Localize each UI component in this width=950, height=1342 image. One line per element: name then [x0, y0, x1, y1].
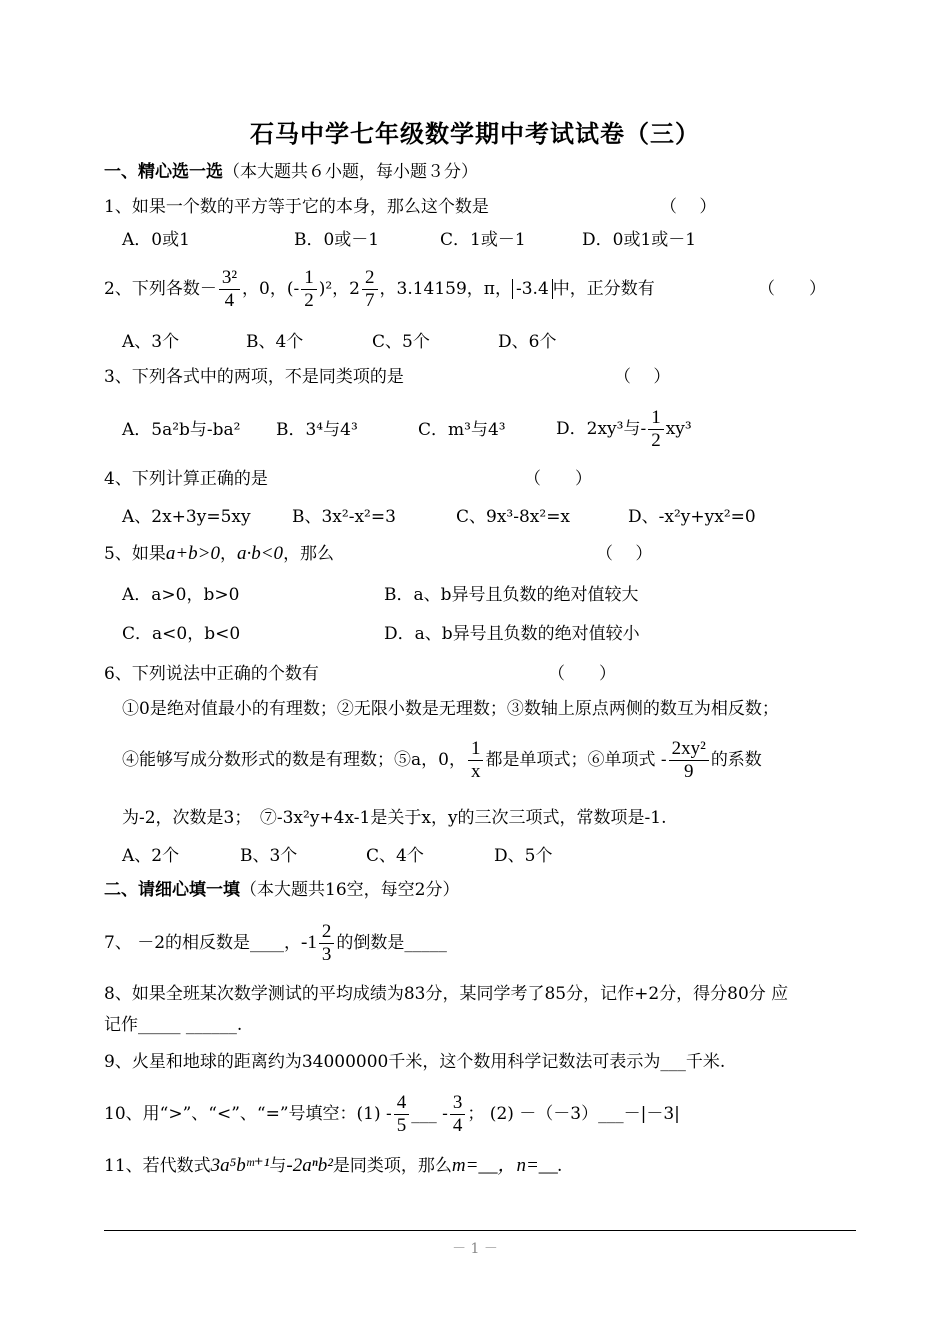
- q5-condition-1: a+b>0: [165, 543, 220, 564]
- q2-paren: （ ）: [758, 279, 826, 299]
- q2-text-1: ，0，(-: [242, 279, 300, 299]
- q2-fraction-2: [301, 267, 317, 312]
- q5-stem: 5、如果a+b>0，a·b<0，那么: [104, 543, 335, 564]
- section-1-note: （本大题共６小题，每小题３分）: [223, 162, 478, 182]
- q7-fraction: [319, 921, 335, 966]
- q8-line-2: 记作_____ ______.: [104, 1015, 243, 1035]
- q6-option-c: C、4个: [366, 846, 424, 866]
- q5-option-d: D．a、b异号且负数的绝对值较小: [384, 624, 640, 644]
- q4-option-d: D、-x²y+yx²=0: [628, 507, 756, 527]
- q3-option-b: B．3⁴与4³: [276, 420, 358, 440]
- section-2-head: 二、请细心填一填: [104, 880, 240, 900]
- q5-option-b: B．a、b异号且负数的绝对值较大: [384, 585, 639, 605]
- q3-d-pre: D．2xy³与-: [556, 419, 647, 439]
- q10-post: ； (2) －（－3）___－|－3|: [467, 1104, 680, 1124]
- q7-f-num: 2: [319, 921, 335, 944]
- q2-fraction-1: [219, 267, 240, 312]
- q11-post: 是同类项，那么: [332, 1156, 452, 1176]
- q10-f2-num: 3: [450, 1092, 466, 1115]
- q6-statement-line-2: [122, 735, 762, 785]
- q7-pre: 7、 －2的相反数是____，: [104, 933, 302, 953]
- q2-f2-num: 1: [301, 267, 317, 290]
- q5-option-a: A．a>0，b>0: [122, 585, 240, 605]
- q6-g-den: 9: [683, 761, 694, 782]
- section-1-head: 一、精心选一选: [104, 162, 223, 182]
- q6-g-num: 2xy²: [669, 738, 709, 761]
- q2-f1-num: 3²: [219, 267, 240, 290]
- q2-f3-num: 2: [362, 267, 378, 290]
- q2-f2-den: 2: [304, 290, 314, 311]
- q7: [104, 918, 447, 968]
- section-2-heading: [104, 878, 459, 902]
- q10: [104, 1089, 680, 1139]
- q1-stem: 1、如果一个数的平方等于它的本身，那么这个数是: [104, 197, 489, 217]
- q6-statement-line-1: ①0是绝对值最小的有理数；②无限小数是无理数；③数轴上原点两侧的数互为相反数；: [122, 699, 779, 719]
- q6-statement-line-3: 为-2，次数是3； ⑦-3x²y+4x-1是关于x，y的三次三项式，常数项是-1.: [122, 808, 667, 828]
- q6-f-den: x: [470, 761, 481, 782]
- q2-text-2: )²，2: [318, 279, 360, 299]
- q10-mid: ___ -: [411, 1104, 448, 1124]
- q10-f1-den: 5: [396, 1115, 407, 1136]
- page-number: － 1 －: [452, 1241, 498, 1257]
- q7-post: 的倒数是_____: [336, 933, 447, 953]
- q3-d-post: xy³: [665, 419, 692, 439]
- q2-f1-den: 4: [224, 290, 235, 311]
- q6-stem: 6、下列说法中正确的个数有: [104, 664, 319, 684]
- q2-text-4: 中，正分数有: [552, 279, 655, 299]
- q11-expression-1: 3a⁵bᵐ⁺¹: [210, 1155, 270, 1176]
- q6-option-d: D、5个: [494, 846, 553, 866]
- section-2-note: （本大题共16空，每空2分）: [240, 880, 460, 900]
- q4-option-b: B、3x²-x²=3: [292, 507, 396, 527]
- q6-paren: （ ）: [548, 664, 616, 684]
- q3-stem: 3、下列各式中的两项，不是同类项的是: [104, 367, 404, 387]
- q2-option-b: B、4个: [246, 332, 304, 352]
- q2-stem: [104, 264, 655, 314]
- q2-option-a: A、3个: [122, 332, 180, 352]
- q11: [104, 1154, 563, 1178]
- footer-divider: [104, 1230, 856, 1231]
- q2-fraction-3: [362, 267, 378, 312]
- q1-option-c: C．1或－1: [440, 230, 526, 250]
- q6-fraction-1-over-x: [468, 738, 484, 783]
- q3-paren: （ ）: [614, 367, 671, 387]
- q9: 9、火星和地球的距离约为34000000千米，这个数用科学记数法可表示为___千米.: [104, 1052, 726, 1072]
- q5-option-c: C．a<0，b<0: [122, 624, 241, 644]
- q6-l2-b: 都是单项式；⑥单项式 -: [485, 750, 667, 770]
- q3-d-num: 1: [648, 407, 664, 430]
- q2-pre: 2、下列各数－: [104, 279, 217, 299]
- q6-l2-c: 的系数: [710, 750, 762, 770]
- q11-expression-2: -2aⁿb²: [286, 1155, 333, 1176]
- q6-l2-a: ④能够写成分数形式的数是有理数；⑤a，0，: [122, 750, 466, 770]
- q4-stem: 4、下列计算正确的是: [104, 469, 268, 489]
- q1-option-a: A．0或1: [122, 230, 190, 250]
- q10-fraction-2: [450, 1092, 466, 1137]
- q6-fraction-monomial: [669, 738, 709, 783]
- q5-paren: （ ）: [596, 544, 653, 564]
- q5-condition-2: a·b<0: [236, 543, 284, 564]
- q11-blank-n: n=__.: [516, 1155, 563, 1176]
- page-title: 石马中学七年级数学期中考试试卷（三）: [250, 119, 700, 148]
- q2-absolute-value: -3.4: [512, 279, 553, 299]
- q10-pre: 10、用“>”、“<”、“=”号填空：(1) -: [104, 1104, 392, 1124]
- q3-option-a: A．5a²b与-ba²: [122, 420, 241, 440]
- q5-pre: 5、如果: [104, 544, 166, 564]
- q2-option-c: C、5个: [372, 332, 430, 352]
- q1-paren: （ ）: [660, 197, 717, 217]
- q3-option-c: C．m³与4³: [418, 420, 506, 440]
- q2-f3-den: 7: [365, 290, 375, 311]
- q6-option-b: B、3个: [240, 846, 298, 866]
- q5-post: ，那么: [283, 544, 335, 564]
- q1-option-b: B．0或－1: [294, 230, 380, 250]
- q11-mid: 与: [269, 1156, 287, 1176]
- q4-option-a: A、2x+3y=5xy: [122, 507, 251, 527]
- q6-option-a: A、2个: [122, 846, 180, 866]
- q11-pre: 11、若代数式: [104, 1156, 211, 1176]
- q3-d-den: 2: [651, 430, 661, 451]
- q11-blank-m: m=__，: [451, 1155, 517, 1176]
- q3-option-d: [556, 404, 692, 454]
- q2-text-3: ，3.14159，π，: [379, 279, 512, 299]
- q3-d-fraction: [648, 407, 664, 452]
- section-1-heading: [104, 160, 478, 184]
- q1-option-d: D．0或1或－1: [582, 230, 697, 250]
- q7-mixed-whole: -1: [301, 932, 317, 953]
- q10-f2-den: 4: [452, 1115, 463, 1136]
- q8-line-1: 8、如果全班某次数学测试的平均成绩为83分，某同学考了85分，记作+2分，得分80分 应: [104, 984, 789, 1004]
- q7-f-den: 3: [321, 944, 332, 965]
- q4-option-c: C、9x³-8x²=x: [456, 507, 571, 527]
- q2-option-d: D、6个: [498, 332, 557, 352]
- q4-paren: （ ）: [524, 469, 592, 489]
- q10-fraction-1: [394, 1092, 410, 1137]
- q10-f1-num: 4: [394, 1092, 410, 1115]
- q6-f-num: 1: [468, 738, 484, 761]
